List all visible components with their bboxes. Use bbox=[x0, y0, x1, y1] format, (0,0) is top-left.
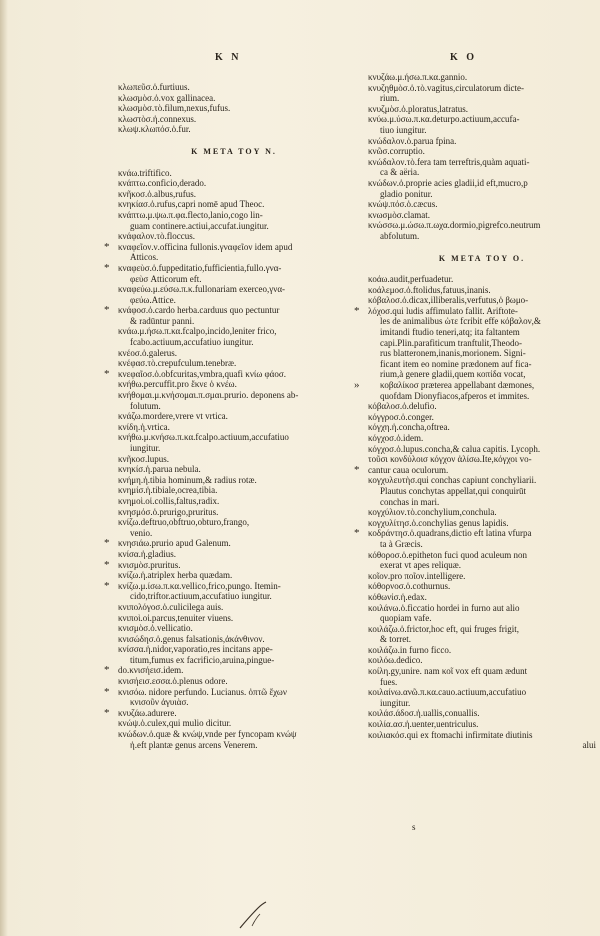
dictionary-entry-line bbox=[118, 124, 350, 135]
entry-text: κλωπεῦσ.ὁ.furtiuus. bbox=[118, 82, 190, 92]
entry-text: κνάπτω.conficio,derado. bbox=[118, 178, 207, 189]
entry-text: abfolutum. bbox=[380, 230, 420, 241]
dictionary-entry-line bbox=[118, 189, 350, 200]
dictionary-entry-line bbox=[118, 591, 350, 602]
entry-text: κνώδαλον.τὸ.fera tam terreftris,quàm aquati- bbox=[368, 156, 530, 167]
entry-text: κοιλάσ.άδοσ.ἡ.uallis,conuallis. bbox=[368, 708, 480, 719]
left-column bbox=[104, 82, 350, 750]
dictionary-entry-line bbox=[354, 463, 596, 476]
dictionary-entry-line bbox=[118, 570, 350, 581]
entry-text: κνάφοσ.ὁ.cardo herba.carduus quo pectuntur bbox=[118, 305, 280, 316]
dictionary-entry-line bbox=[118, 411, 350, 422]
dictionary-entry-line bbox=[368, 369, 596, 380]
dictionary-entry-line bbox=[368, 210, 596, 221]
dictionary-entry-line bbox=[118, 337, 350, 348]
margin-mark: * bbox=[104, 579, 110, 592]
entry-text: κνίδη.ἡ.vrtica. bbox=[118, 421, 170, 432]
entry-text: ta à Græcis. bbox=[380, 538, 423, 549]
entry-text: κνύω.μ.ύσω.π.κα.deturpo.actiuum,accufa- bbox=[368, 114, 520, 125]
dictionary-entry-line bbox=[368, 178, 596, 189]
page-gutter-shadow bbox=[0, 0, 8, 936]
entry-text: κνῆκοσ.lupus. bbox=[118, 453, 170, 464]
entry-text: κνημοὶ.οἱ.collis,faltus,radix. bbox=[118, 495, 220, 506]
dictionary-entry-line bbox=[118, 379, 350, 390]
entry-text: κνήθομαι.μ.κνήσομαι.π.σμαι.prurio. deponens ab- bbox=[118, 390, 299, 401]
dictionary-entry-line bbox=[104, 537, 350, 550]
section-heading bbox=[118, 147, 350, 158]
dictionary-entry-line bbox=[104, 261, 350, 274]
entry-text: κοιλάνω.ὁ.ficcatio hordei in furno aut alio bbox=[368, 602, 520, 613]
entry-text: titum,fumus ex facrificio,aruina,pingue- bbox=[130, 654, 275, 665]
entry-text: κνώψ.ὁ.culex,qui mulio dicitur. bbox=[118, 718, 232, 729]
dictionary-entry-line bbox=[118, 231, 350, 242]
entry-text: κοάλεμοσ.ὁ.ftolidus,fatuus,inanis. bbox=[368, 284, 491, 295]
dictionary-entry-line bbox=[368, 401, 596, 412]
dictionary-entry-line bbox=[368, 539, 596, 550]
margin-mark: » bbox=[354, 379, 360, 392]
entry-text: κνάω.triftifico. bbox=[118, 167, 172, 178]
entry-text: κόγχη.ἡ.concha,oftrea. bbox=[368, 422, 450, 433]
entry-text: Plautus conchytas appellat,qui conquirūt bbox=[380, 485, 526, 496]
entry-text: κνάζω.mordere,vrere vt vrtica. bbox=[118, 411, 228, 422]
entry-text: les de animalibus ὠτε fcribit effe κόβαλον,& bbox=[380, 316, 541, 327]
dictionary-entry-line bbox=[118, 422, 350, 433]
entry-text: κνισμὸσ.ὁ.vellicatio. bbox=[118, 623, 193, 634]
entry-text: κόθορνοσ.ὁ.cothurnus. bbox=[368, 581, 451, 592]
dictionary-entry-line bbox=[118, 528, 350, 539]
running-head-right: K O bbox=[450, 52, 478, 63]
dictionary-entry-line bbox=[368, 550, 596, 561]
entry-text: κόθοροσ.ὁ.epitheton fuci quod aculeum non bbox=[368, 549, 527, 560]
dictionary-entry-line bbox=[368, 454, 596, 465]
entry-text: rus blatteronem,inanis,morionem. Signi- bbox=[380, 348, 526, 359]
entry-text: κνίζω.μ.ίσω.π.κα.vellico,frico,pungo. Itemin- bbox=[118, 580, 281, 591]
entry-text: K META TOY N. bbox=[191, 146, 277, 156]
entry-text: κόβαλοσ.ὁ.dicax,illiberalis,verfutus,ὁ βωμο- bbox=[368, 295, 529, 306]
entry-text: & torret. bbox=[380, 634, 411, 645]
entry-text: fues. bbox=[380, 676, 398, 687]
entry-text: κνυζηθμὸσ.ὁ.τὸ.vagitus,circulatorum dicte- bbox=[368, 82, 524, 93]
dictionary-entry-line bbox=[368, 592, 596, 603]
entry-text: κνίσσα.ἡ.nidor,vaporatio,res incitans appe- bbox=[118, 644, 273, 655]
dictionary-entry-line bbox=[118, 740, 350, 751]
entry-text: do.κνισήεισ.idem. bbox=[118, 665, 184, 676]
entry-text: φεὺσ Atticorum eft. bbox=[130, 273, 202, 284]
entry-text: iungitur. bbox=[130, 443, 161, 453]
entry-text: tiuo iungitur. bbox=[380, 124, 427, 135]
dictionary-entry-line bbox=[104, 240, 350, 253]
dictionary-entry-line bbox=[368, 359, 596, 370]
dictionary-entry-line bbox=[118, 718, 350, 729]
entry-text: κοβαλίκοσ præterea appellabant dæmones, bbox=[380, 380, 535, 391]
entry-text: κοῖον.pro ποῖον.intelligere. bbox=[368, 570, 466, 581]
entry-text: κοάω.audit,perfuadetur. bbox=[368, 274, 454, 285]
dictionary-entry-line bbox=[368, 125, 596, 136]
entry-text: κλωσμὸσ.ὁ.vox gallinacea. bbox=[118, 92, 216, 103]
entry-text: fcabo.actiuum,accufatiuo iungitur. bbox=[130, 337, 254, 348]
dictionary-entry-line bbox=[118, 507, 350, 518]
entry-text: κόγχοσ.ὁ.lupus.concha,& calua capitis. Lycoph. bbox=[368, 443, 541, 454]
margin-mark: * bbox=[104, 685, 110, 698]
dictionary-entry-line bbox=[118, 93, 350, 104]
entry-text: κλωστὸσ.ἡ.connexus. bbox=[118, 113, 197, 124]
dictionary-entry-line bbox=[368, 507, 596, 518]
entry-text: & radūntur panni. bbox=[130, 315, 195, 326]
margin-mark: * bbox=[354, 304, 360, 317]
dictionary-entry-line bbox=[368, 391, 596, 402]
dictionary-entry-line bbox=[368, 518, 596, 529]
dictionary-entry-line bbox=[118, 676, 350, 687]
entry-text: κνυζάω.μ.ήσω.π.κα.gannio. bbox=[368, 72, 468, 82]
dictionary-entry-line bbox=[368, 730, 596, 741]
dictionary-entry-line bbox=[368, 497, 596, 508]
entry-text: cido,triftor.actiuum,accufatiuo iungitur. bbox=[130, 591, 272, 602]
entry-text: exerat vt apes reliquæ. bbox=[380, 560, 461, 571]
dictionary-entry-line bbox=[368, 740, 596, 751]
entry-text: folutum. bbox=[130, 400, 161, 411]
entry-text: quofdam Dionyfiacos,afperos et immites. bbox=[380, 390, 530, 401]
dictionary-entry-line bbox=[118, 644, 350, 655]
entry-text: κνῆκοσ.ὁ.albus,rufus. bbox=[118, 188, 196, 199]
dictionary-entry-line bbox=[118, 168, 350, 179]
entry-text: κογχυλευτὴσ.qui conchas capiunt conchyliarii. bbox=[368, 475, 537, 486]
dictionary-entry-line bbox=[104, 367, 350, 380]
entry-text: κνισμὸσ.pruritus. bbox=[118, 559, 181, 570]
entry-text: rium. bbox=[380, 93, 400, 104]
entry-text: κνισοῦν ἀγυιὰσ. bbox=[130, 697, 189, 708]
dictionary-entry-line bbox=[118, 729, 350, 740]
dictionary-entry-line bbox=[118, 326, 350, 337]
dictionary-entry-line bbox=[118, 655, 350, 666]
entry-text: venio. bbox=[130, 527, 153, 538]
entry-text: κναφεῖον.ν.officina fullonis.γναφεῖον idem apud bbox=[118, 241, 293, 252]
entry-text: κόγγροσ.ὁ.conger. bbox=[368, 411, 434, 422]
dictionary-entry-line bbox=[368, 136, 596, 147]
signature-mark: s bbox=[412, 822, 416, 832]
margin-mark: * bbox=[104, 304, 110, 317]
entry-text: κνηκίασ.ὁ.rufus,capri nomē apud Theoc. bbox=[118, 199, 265, 210]
dictionary-entry-line bbox=[118, 517, 350, 528]
entry-text: rium,à genere gladii,quem κοπίδα vocat, bbox=[380, 369, 526, 380]
entry-text: Atticos. bbox=[130, 252, 159, 263]
dictionary-entry-line bbox=[368, 433, 596, 444]
entry-text: κνυζμὸσ.ὁ.ploratus,latratus. bbox=[368, 103, 468, 114]
right-column bbox=[354, 72, 596, 751]
entry-text: κνήμη.ἡ.tibia hominum,& radius rotæ. bbox=[118, 474, 257, 485]
entry-text: κοιλιακόσ.qui ex ftomachi infirmitate diutinis bbox=[368, 729, 533, 740]
entry-text: κόβαλοσ.ὁ.delufio. bbox=[368, 401, 437, 412]
dictionary-entry-line bbox=[118, 252, 350, 263]
dictionary-entry-line bbox=[368, 231, 596, 242]
entry-text: κνισήεισ.εσσα.ὁ.plenus odore. bbox=[118, 676, 228, 687]
entry-text: κοδράντησ.ὁ.quadrans,dictio eft latina vfurpa bbox=[368, 528, 532, 539]
dictionary-entry-line bbox=[368, 338, 596, 349]
dictionary-entry-line bbox=[368, 486, 596, 497]
dictionary-entry-line bbox=[354, 527, 596, 540]
dictionary-entry-line bbox=[368, 274, 596, 285]
dictionary-entry-line bbox=[118, 284, 350, 295]
dictionary-entry-line bbox=[118, 464, 350, 475]
dictionary-entry-line bbox=[368, 624, 596, 635]
margin-mark: * bbox=[104, 558, 110, 571]
dictionary-entry-line bbox=[118, 390, 350, 401]
entry-text: κοιλάζω.in furno ficco. bbox=[368, 644, 452, 655]
dictionary-entry-line bbox=[118, 432, 350, 443]
dictionary-entry-line bbox=[368, 93, 596, 104]
dictionary-entry-line bbox=[118, 210, 350, 221]
dictionary-entry-line bbox=[368, 285, 596, 296]
dictionary-entry-line bbox=[104, 664, 350, 677]
dictionary-entry-line bbox=[368, 645, 596, 656]
entry-text: κνημίσ.ἡ.tibiale,ocrea,tibia. bbox=[118, 485, 218, 496]
entry-text: κναφεὺσ.ὁ.fuppeditatio,fufficientia,fullo.γνα- bbox=[118, 262, 282, 273]
dictionary-entry-line bbox=[104, 706, 350, 719]
dictionary-entry-line bbox=[104, 558, 350, 571]
entry-text: κοιλαίνω.ανῶ.π.κα.cauo.actiuum,accufatiuo bbox=[368, 687, 527, 698]
entry-text: κοιλόω.dedico. bbox=[368, 655, 423, 666]
dictionary-entry-line bbox=[368, 687, 596, 698]
dictionary-entry-line bbox=[368, 666, 596, 677]
dictionary-entry-line bbox=[104, 304, 350, 317]
margin-mark: * bbox=[104, 367, 110, 380]
dictionary-entry-line bbox=[354, 379, 596, 392]
entry-text: τοῦσι κονδύλοισ κόγχον ἀλίσω.Ite,κόγχοι vo- bbox=[368, 454, 532, 465]
entry-text: κνάπτω.μ.ψω.π.φα.flecto,lanio,cogo lin- bbox=[118, 209, 263, 220]
entry-text: κνεφαῖοσ.ὁ.obfcuritas,vmbra,quafi κνίω φάοσ. bbox=[118, 368, 286, 379]
entry-text: κλωσμὸσ.τὸ.filum,nexus,fufus. bbox=[118, 103, 231, 114]
dictionary-entry-line bbox=[118, 82, 350, 93]
section-heading bbox=[368, 254, 596, 265]
margin-mark: * bbox=[104, 706, 110, 719]
dictionary-entry-line bbox=[368, 316, 596, 327]
dictionary-entry-line bbox=[368, 634, 596, 645]
entry-text: κνήθω.μ.κνήσω.π.κα.fcalpo.actiuum,accufatiuo bbox=[118, 432, 289, 443]
entry-text: κνιπολόγοσ.ὁ.culicilega auis. bbox=[118, 601, 224, 612]
dictionary-entry-line bbox=[368, 157, 596, 168]
entry-text: κνυζάω.adurere. bbox=[118, 707, 177, 718]
dictionary-entry-line bbox=[368, 444, 596, 455]
dictionary-entry-line bbox=[118, 295, 350, 306]
entry-text: κογχύλιον.τὸ.conchylium,conchula. bbox=[368, 507, 497, 518]
dictionary-entry-line bbox=[118, 114, 350, 125]
entry-text: guam continere.actiui,accufat.iungitur. bbox=[130, 220, 269, 231]
dictionary-entry-line bbox=[118, 485, 350, 496]
entry-text: κνώδαλον.ὁ.parua fpina. bbox=[368, 135, 457, 146]
entry-text: ἡ.eft plantæ genus arcens Venerem. bbox=[130, 739, 258, 750]
dictionary-entry-line bbox=[118, 613, 350, 624]
dictionary-entry-line bbox=[368, 708, 596, 719]
dictionary-entry-line bbox=[118, 475, 350, 486]
margin-mark: * bbox=[354, 527, 360, 540]
dictionary-entry-line bbox=[118, 316, 350, 327]
dictionary-entry-line bbox=[368, 199, 596, 210]
dictionary-entry-line bbox=[118, 496, 350, 507]
entry-text: ficant item eo nomine prædonem auf fica- bbox=[380, 358, 532, 369]
entry-text: iungitur. bbox=[380, 697, 411, 708]
dictionary-entry-line bbox=[118, 358, 350, 369]
entry-text: conchas in mari. bbox=[380, 496, 440, 507]
entry-text: κνώσσω.μ.ώσω.π.ωχα.dormio,pigrefco.neutrum bbox=[368, 220, 541, 231]
entry-text: cantur caua oculorum. bbox=[368, 464, 449, 475]
dictionary-entry-line bbox=[368, 613, 596, 624]
dictionary-entry-line bbox=[368, 698, 596, 709]
entry-text: κογχυλίτησ.ὁ.conchylias genus lapidis. bbox=[368, 517, 509, 528]
margin-mark: * bbox=[104, 664, 110, 677]
entry-text: imitandi ftudio teneri,atq; ita faltantem bbox=[380, 327, 520, 338]
dictionary-entry-line bbox=[118, 634, 350, 645]
dictionary-entry-line bbox=[118, 623, 350, 634]
entry-text: κνησμόσ.ὁ.prurigo,pruritus. bbox=[118, 506, 219, 517]
entry-text: κνέοσ.ὁ.galerus. bbox=[118, 347, 177, 358]
dictionary-entry-line bbox=[104, 579, 350, 592]
entry-text: κνωσμὸσ.clamat. bbox=[368, 209, 431, 220]
dictionary-entry-line bbox=[118, 199, 350, 210]
entry-text: κνέφασ.τὸ.crepufculum.tenebræ. bbox=[118, 358, 237, 369]
entry-text: κοίλη.gy,unire. nam κοῖ vox eft quam ædunt bbox=[368, 666, 528, 677]
margin-mark: * bbox=[354, 463, 360, 476]
dictionary-entry-line bbox=[368, 295, 596, 306]
entry-text: κνηκίσ.ἡ.parua nebula. bbox=[118, 464, 201, 475]
entry-text: φεύω.Attice. bbox=[130, 294, 176, 305]
dictionary-entry-line bbox=[118, 549, 350, 560]
entry-text: ca & aëria. bbox=[380, 167, 420, 178]
entry-text: κνώδων.ὁ.quæ & κνώψ,vnde per fyncopam κνώψ bbox=[118, 729, 297, 740]
dictionary-entry-line bbox=[368, 719, 596, 730]
dictionary-entry-line bbox=[368, 422, 596, 433]
entry-text: alui bbox=[582, 740, 596, 751]
margin-mark: * bbox=[104, 537, 110, 550]
dictionary-entry-line bbox=[118, 178, 350, 189]
entry-text: κνῶσ.corruptio. bbox=[368, 146, 425, 157]
dictionary-entry-line bbox=[368, 104, 596, 115]
entry-text: κνίζω.ἡ.atriplex herba quædam. bbox=[118, 570, 233, 581]
dictionary-entry-line bbox=[368, 114, 596, 125]
entry-text: K META TOY O. bbox=[438, 253, 526, 263]
dictionary-entry-line bbox=[118, 221, 350, 232]
entry-text: κνιποὶ.οἱ.parcus,tenuiter viuens. bbox=[118, 612, 234, 623]
dictionary-entry-line bbox=[368, 348, 596, 359]
dictionary-entry-line bbox=[118, 274, 350, 285]
dictionary-entry-line bbox=[118, 401, 350, 412]
margin-mark: * bbox=[104, 240, 110, 253]
entry-text: κόγχοσ.ὁ.idem. bbox=[368, 433, 424, 443]
entry-text: κνάω.μ.ήσω.π.κα.fcalpo,incido,leniter frico, bbox=[118, 326, 277, 337]
entry-text: κνώδων.ὁ.proprie acies gladii,id eft,mucro,p bbox=[368, 177, 528, 188]
dictionary-entry-line bbox=[118, 454, 350, 465]
entry-text: κναφεύω.μ.εύσω.π.κ.fullonariam exerceo,γνα- bbox=[118, 284, 286, 295]
entry-text: κνώψ.πόσ.ὁ.cæcus. bbox=[368, 199, 438, 210]
dictionary-entry-line bbox=[368, 655, 596, 666]
entry-text: κνίσα.ἡ.gladius. bbox=[118, 548, 177, 559]
dictionary-entry-line bbox=[104, 685, 350, 698]
entry-text: λόχοσ.qui ludis affimulato fallit. Ariftote- bbox=[368, 305, 518, 316]
entry-text: κνισόω. nidore perfundo. Lucianus. ὀπτῶ ἔχων bbox=[118, 686, 287, 697]
entry-text: κνάφαλον.τὸ.floccus. bbox=[118, 231, 196, 242]
dictionary-entry-line bbox=[368, 475, 596, 486]
entry-text: κοιλία.ασ.ἡ.uenter,uentriculus. bbox=[368, 719, 479, 730]
entry-text: capi.Plin.parafiticum tranftulit,Theodo- bbox=[380, 337, 522, 348]
margin-mark: * bbox=[104, 261, 110, 274]
dictionary-entry-line bbox=[368, 220, 596, 231]
dictionary-entry-line bbox=[118, 348, 350, 359]
dictionary-entry-line bbox=[368, 327, 596, 338]
entry-text: κόθωνίσ.ἡ.edax. bbox=[368, 591, 427, 602]
entry-text: κλωψ.κλωπόσ.ὁ.fur. bbox=[118, 124, 191, 135]
dictionary-entry-line bbox=[368, 146, 596, 157]
entry-text: κνίζω.deftruo,obftruo,obturo,frango, bbox=[118, 517, 250, 528]
entry-text: gladio ponitur. bbox=[380, 188, 433, 199]
dictionary-entry-line bbox=[118, 443, 350, 454]
entry-text: κνησιάω.prurio apud Galenum. bbox=[118, 538, 231, 549]
dictionary-entry-line bbox=[368, 412, 596, 423]
dictionary-entry-line bbox=[118, 697, 350, 708]
dictionary-entry-line bbox=[368, 167, 596, 178]
dictionary-entry-line bbox=[368, 677, 596, 688]
dictionary-entry-line bbox=[354, 304, 596, 317]
dictionary-entry-line bbox=[118, 103, 350, 114]
dictionary-entry-line bbox=[368, 603, 596, 614]
dictionary-entry-line bbox=[368, 560, 596, 571]
margin-scratch-mark bbox=[236, 900, 276, 930]
entry-text: quopiam vafe. bbox=[380, 613, 432, 624]
dictionary-entry-line bbox=[368, 571, 596, 582]
entry-text: κοιλάζω.ὁ.frictor,hoc eft, qui fruges frigit, bbox=[368, 623, 520, 634]
dictionary-entry-line bbox=[368, 581, 596, 592]
entry-text: κνισώδησ.ὁ.genus falsationis,ἀκάνθινον. bbox=[118, 633, 265, 644]
dictionary-entry-line bbox=[368, 72, 596, 83]
running-head-left: K N bbox=[215, 52, 242, 63]
dictionary-entry-line bbox=[118, 602, 350, 613]
dictionary-entry-line bbox=[368, 189, 596, 200]
dictionary-entry-line bbox=[368, 83, 596, 94]
entry-text: κνήθω.percuffit.pro ἔκνε ὁ κνέω. bbox=[118, 379, 237, 390]
